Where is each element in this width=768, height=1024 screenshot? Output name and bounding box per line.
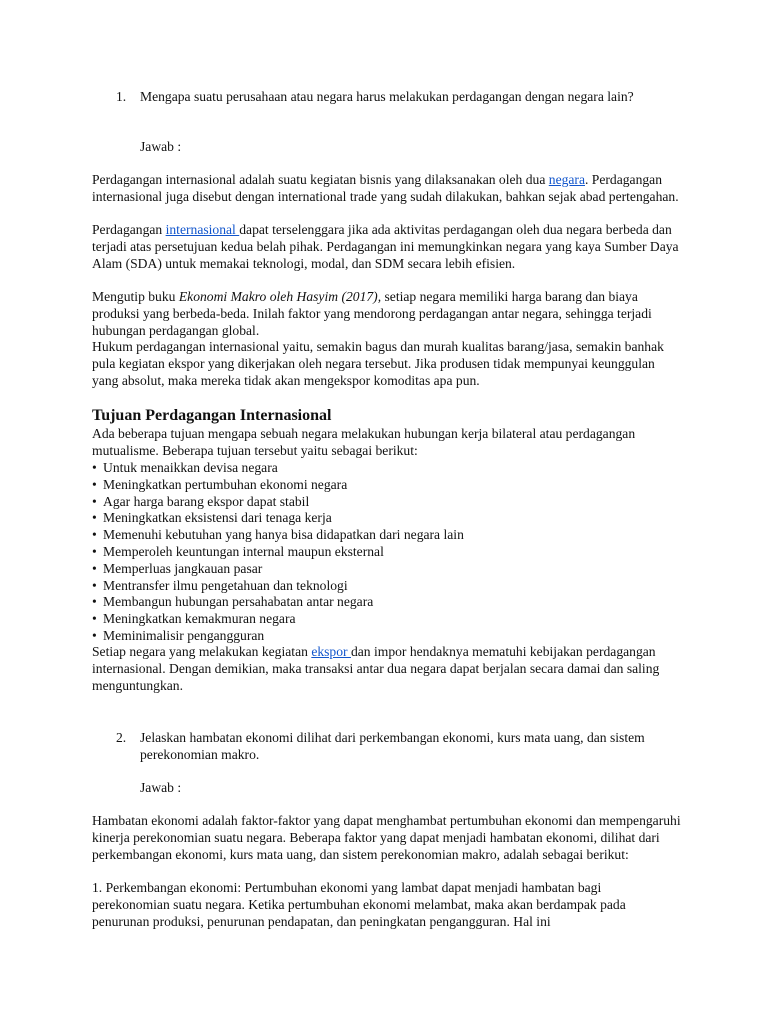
paragraph-hambatan: Hambatan ekonomi adalah faktor-faktor yang dapat menghambat pertumbuhan ekonomi dan mempengaruhi kinerja perekonomian suatu negara. Beberapa faktor yang dapat menjadi hambatan ekonomi, dilihat dari perkembangan ekonomi, kurs mata uang, dan sistem perekonomian makro, adalah sebagai berikut: [92, 813, 681, 862]
bullet-icon: • [92, 627, 97, 643]
goal-text: Meningkatkan pertumbuhan ekonomi negara [103, 476, 348, 492]
goal-item [92, 628, 652, 645]
question-number: 2. [116, 730, 127, 745]
question-text: Jelaskan hambatan ekonomi dilihat dari perkembangan ekonomi, kurs mata uang, dan sistem perekonomian makro. [140, 730, 645, 762]
bullet-icon: • [92, 543, 97, 559]
goal-text: Agar harga barang ekspor dapat stabil [103, 493, 310, 509]
goal-text: Untuk menaikkan devisa negara [103, 460, 278, 475]
bullet-icon: • [92, 611, 97, 627]
bullet-icon: • [92, 460, 97, 475]
paragraph-citation: Mengutip buku Ekonomi Makro oleh Hasyim (2017), setiap negara memiliki harga barang dan biaya produksi yang berbeda-beda. Inilah faktor yang mendorong perdagangan antar negara, sehingga terjadi hubungan perdagangan global. [92, 289, 652, 338]
goal-text: Membangun hubungan persahabatan antar negara [103, 594, 374, 610]
bullet-icon: • [92, 577, 97, 593]
jawab-label-1: Jawab : [140, 139, 182, 154]
goal-text: Meningkatkan eksistensi dari tenaga kerja [103, 510, 332, 526]
section-heading: Tujuan Perdagangan Internasional [92, 407, 332, 424]
goal-item [92, 477, 652, 494]
goal-text: Memperluas jangkauan pasar [103, 560, 263, 576]
bullet-icon: • [92, 476, 97, 492]
bullet-icon: • [92, 560, 97, 576]
paragraph-definition: Perdagangan internasional adalah suatu kegiatan bisnis yang dilaksanakan oleh dua negara. Perdagangan internasional juga disebut dengan international trade yang sudah dilakukan, bahkan sejak abad pertengahan. [92, 172, 679, 204]
jawab-label-2: Jawab : [140, 780, 182, 795]
goal-item [92, 611, 652, 628]
question-1 [116, 89, 676, 106]
goal-item [92, 494, 652, 511]
goal-item [92, 460, 652, 477]
question-number: 1. [116, 89, 127, 104]
link-ekspor[interactable]: ekspor [311, 644, 351, 659]
paragraph-law: Hukum perdagangan internasional yaitu, semakin bagus dan murah kualitas barang/jasa, semakin banhak pula kegiatan ekspor yang dikerjakan oleh negara tersebut. Jika produsen tidak mempunyai keunggulan yang absolut, maka mereka tidak akan mengekspor komoditas apa pun. [92, 339, 664, 388]
goal-item [92, 594, 652, 611]
paragraph-conditions: Perdagangan internasional dapat terselenggara jika ada aktivitas perdagangan oleh dua negara berbeda dan terjadi atas persetujuan kedua belah pihak. Perdagangan ini memungkinkan negara yang kaya Sumber Daya Alam (SDA) untuk memakai teknologi, modal, dan SDM secara lebih efisien. [92, 222, 679, 271]
link-internasional[interactable]: internasional [165, 222, 240, 237]
goal-item [92, 561, 652, 578]
bullet-icon: • [92, 594, 97, 610]
question-2 [116, 730, 676, 764]
goal-text: Memperoleh keuntungan internal maupun eksternal [103, 543, 384, 559]
bullet-icon: • [92, 510, 97, 526]
book-title: Ekonomi Makro oleh Hasyim (2017), [178, 289, 382, 304]
goal-text: Meningkatkan kemakmuran negara [103, 611, 296, 627]
goal-item [92, 527, 652, 544]
goal-item [92, 578, 652, 595]
goals-list [92, 460, 652, 645]
bullet-icon: • [92, 493, 97, 509]
goal-text: Meminimalisir pengangguran [103, 627, 265, 643]
paragraph-export: Setiap negara yang melakukan kegiatan ekspor dan impor hendaknya mematuhi kebijakan perdagangan internasional. Dengan demikian, maka transaksi antar dua negara dapat berjalan secara damai dan saling menguntungkan. [92, 644, 660, 693]
paragraph-perkembangan: 1. Perkembangan ekonomi: Pertumbuhan ekonomi yang lambat dapat menjadi hambatan bagi perekonomian suatu negara. Ketika pertumbuhan ekonomi melambat, maka akan berdampak pada penurunan produksi, penurunan pendapatan, dan peningkatan pengangguran. Hal ini [92, 880, 626, 929]
paragraph-intro: Ada beberapa tujuan mengapa sebuah negara melakukan hubungan kerja bilateral atau perdagangan mutualisme. Beberapa tujuan tersebut yaitu sebagai berikut: [92, 426, 636, 458]
goal-item [92, 544, 652, 561]
goal-text: Mentransfer ilmu pengetahuan dan teknologi [103, 577, 348, 593]
goal-text: Memenuhi kebutuhan yang hanya bisa didapatkan dari negara lain [103, 527, 464, 543]
goal-item [92, 510, 652, 527]
link-negara[interactable]: negara [548, 172, 585, 187]
question-text: Mengapa suatu perusahaan atau negara harus melakukan perdagangan dengan negara lain? [140, 89, 634, 104]
bullet-icon: • [92, 527, 97, 543]
